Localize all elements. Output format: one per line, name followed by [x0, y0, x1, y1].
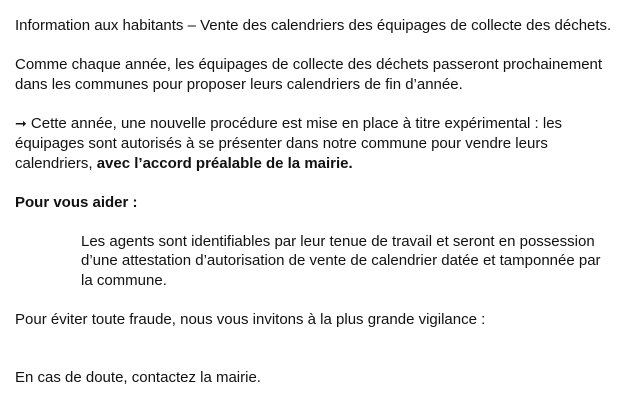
help-heading [15, 193, 614, 213]
arrow-right-icon: ➞ [15, 115, 27, 132]
intro-paragraph: Comme chaque année, les équipages de collecte des déchets passeront prochainement dans les communes pour proposer leurs calendriers de fin d’année. [15, 56, 603, 93]
vigilance-paragraph: Pour éviter toute fraude, nous vous invitons à la plus grande vigilance : [15, 310, 486, 328]
spacer [15, 36, 614, 56]
agents-paragraph: Les agents sont identifiables par leur tenue de travail et seront en possession d’une attestation d’autorisation de vente de calendrier datée et tamponnée par la commune. [81, 232, 601, 289]
help-heading-text: Pour vous aider : [15, 193, 138, 211]
procedure-paragraph [15, 114, 614, 174]
spacer [15, 173, 614, 193]
procedure-bold-text: avec l’accord préalable de la mairie. [96, 154, 353, 172]
spacer [15, 329, 614, 368]
procedure-text: Cette année, une nouvelle procédure est mise en place à titre expérimental : les équipages sont autorisés à se présenter dans notre commune pour vendre leurs calendriers, [15, 114, 563, 172]
spacer [15, 94, 614, 114]
spacer [15, 212, 614, 232]
spacer [15, 290, 614, 310]
closing-paragraph: En cas de doute, contactez la mairie. [15, 369, 261, 386]
notice-title: Information aux habitants – Vente des calendriers des équipages de collecte des déchets. [15, 17, 612, 34]
